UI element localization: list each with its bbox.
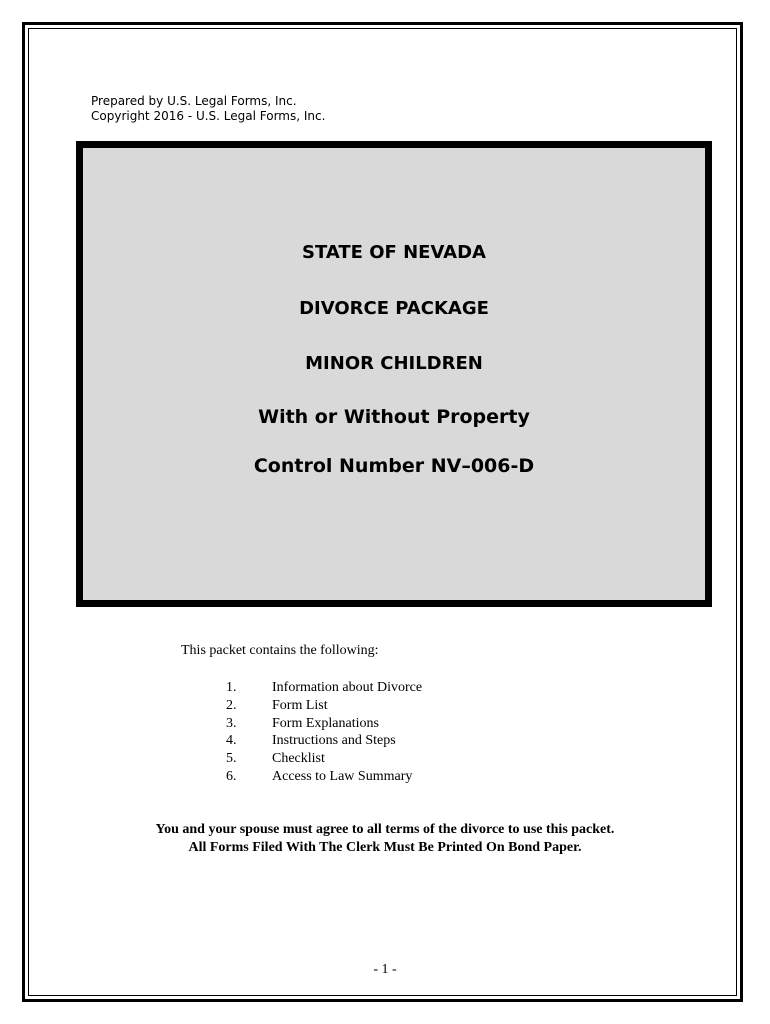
prepared-by-line: Prepared by U.S. Legal Forms, Inc. <box>91 94 297 108</box>
list-item <box>222 768 422 786</box>
item-number: 1. <box>226 680 237 695</box>
contents-list <box>222 679 422 786</box>
item-number: 2. <box>226 697 237 713</box>
package-subtitle: MINOR CHILDREN <box>305 353 483 374</box>
list-item <box>222 679 422 697</box>
package-title: DIVORCE PACKAGE <box>299 298 489 319</box>
copyright-line: Copyright 2016 - U.S. Legal Forms, Inc. <box>91 109 326 123</box>
title-box <box>76 141 712 607</box>
list-item <box>222 697 422 715</box>
item-label: Checklist <box>272 751 325 767</box>
item-number: 4. <box>226 733 237 749</box>
item-number: 6. <box>226 768 237 784</box>
list-item <box>222 732 422 750</box>
item-number: 5. <box>226 751 237 767</box>
item-label: Instructions and Steps <box>272 733 396 749</box>
property-line: With or Without Property <box>258 406 530 428</box>
control-number: Control Number NV–006-D <box>253 455 535 477</box>
page-number: - 1 - <box>373 962 397 977</box>
list-item <box>222 750 422 768</box>
item-number: 3. <box>226 715 237 731</box>
item-label: Information about Divorce <box>272 680 423 695</box>
agreement-notice: You and your spouse must agree to all terms of the divorce to use this packet. <box>155 822 615 837</box>
list-item <box>222 715 422 733</box>
preparer-info <box>91 94 325 124</box>
contents-intro: This packet contains the following: <box>181 643 379 658</box>
item-label: Form List <box>272 697 328 713</box>
item-label: Form Explanations <box>272 715 379 731</box>
bond-paper-notice: All Forms Filed With The Clerk Must Be Printed On Bond Paper. <box>188 840 582 855</box>
state-title: STATE OF NEVADA <box>302 242 486 263</box>
item-label: Access to Law Summary <box>272 768 413 784</box>
